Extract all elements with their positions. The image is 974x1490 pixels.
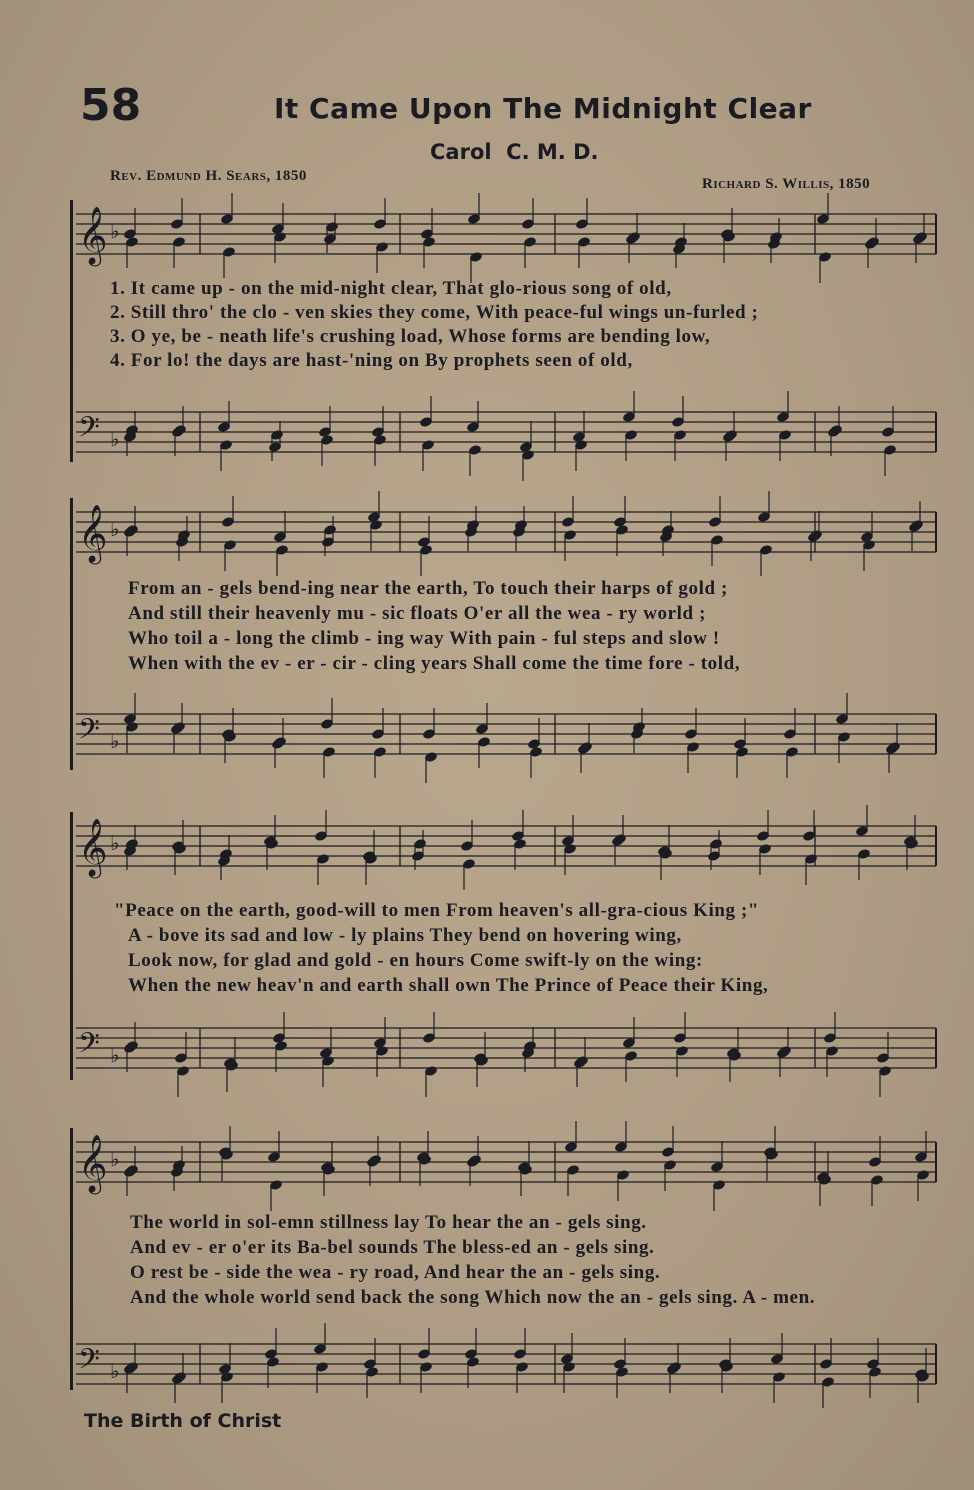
bass-clef-icon: 𝄢 — [78, 411, 100, 451]
lyric-verse-4: 4. For lo! the days are hast-'ning on By prophets seen of old, — [110, 350, 633, 371]
hymn-title: It Came Upon The Midnight Clear — [274, 92, 812, 125]
topic-footer: The Birth of Christ — [84, 1410, 282, 1432]
lyric-verse-4: When the new heav'n and earth shall own The Prince of Peace their King, — [128, 975, 769, 996]
bass-staff-3 — [0, 1014, 974, 1094]
treble-staff-4 — [0, 1128, 974, 1208]
key-signature-flat-icon: ♭ — [110, 1359, 120, 1383]
lyric-verse-2: And still their heavenly mu - sic floats O'er all the wea - ry world ; — [128, 603, 706, 624]
key-signature-flat-icon: ♭ — [110, 517, 120, 541]
treble-clef-icon: 𝄞 — [78, 1134, 108, 1192]
lyric-verse-3: Who toil a - long the climb - ing way With pain - ful steps and slow ! — [128, 628, 720, 649]
tune-meter: Carol C. M. D. — [430, 140, 599, 164]
key-signature-flat-icon: ♭ — [110, 729, 120, 753]
lyric-verse-2: 2. Still thro' the clo - ven skies they come, With peace-ful wings un-furled ; — [110, 302, 759, 323]
key-signature-flat-icon: ♭ — [110, 831, 120, 855]
bass-clef-icon: 𝄢 — [78, 713, 100, 753]
lyric-verse-1: From an - gels bend-ing near the earth, To touch their harps of gold ; — [128, 578, 728, 599]
tune-composer: Richard S. Willis, 1850 — [702, 176, 871, 192]
key-signature-flat-icon: ♭ — [110, 1147, 120, 1171]
lyric-verse-4: And the whole world send back the song Which now the an - gels sing. A - men. — [130, 1287, 816, 1308]
lyric-verse-4: When with the ev - er - cir - cling years Shall come the time fore - told, — [128, 653, 741, 674]
bass-clef-icon: 𝄢 — [78, 1343, 100, 1383]
lyric-verse-3: O rest be - side the wea - ry road, And hear the an - gels sing. — [130, 1262, 661, 1283]
treble-staff-1 — [0, 200, 974, 280]
lyric-verse-3: Look now, for glad and gold - en hours Come swift-ly on the wing: — [128, 950, 703, 971]
hymn-number: 58 — [80, 80, 142, 131]
treble-clef-icon: 𝄞 — [78, 206, 108, 264]
bass-clef-icon: 𝄢 — [78, 1027, 100, 1067]
treble-staff-2 — [0, 498, 974, 578]
lyric-verse-1: 1. It came up - on the mid-night clear, That glo-rious song of old, — [110, 278, 672, 299]
bass-staff-2 — [0, 700, 974, 780]
bass-staff-4 — [0, 1330, 974, 1410]
bass-staff-1 — [0, 398, 974, 478]
treble-clef-icon: 𝄞 — [78, 504, 108, 562]
text-author: Rev. Edmund H. Sears, 1850 — [110, 168, 307, 184]
key-signature-flat-icon: ♭ — [110, 219, 120, 243]
key-signature-flat-icon: ♭ — [110, 1043, 120, 1067]
lyric-verse-2: And ev - er o'er its Ba-bel sounds The bless-ed an - gels sing. — [130, 1237, 655, 1258]
treble-staff-3 — [0, 812, 974, 892]
lyric-verse-3: 3. O ye, be - neath life's crushing load, Whose forms are bending low, — [110, 326, 711, 347]
lyric-verse-2: A - bove its sad and low - ly plains They bend on hovering wing, — [128, 925, 682, 946]
lyric-verse-1: "Peace on the earth, good-will to men From heaven's all-gra-cious King ;" — [114, 900, 760, 921]
treble-clef-icon: 𝄞 — [78, 818, 108, 876]
key-signature-flat-icon: ♭ — [110, 427, 120, 451]
lyric-verse-1: The world in sol-emn stillness lay To hear the an - gels sing. — [130, 1212, 647, 1233]
